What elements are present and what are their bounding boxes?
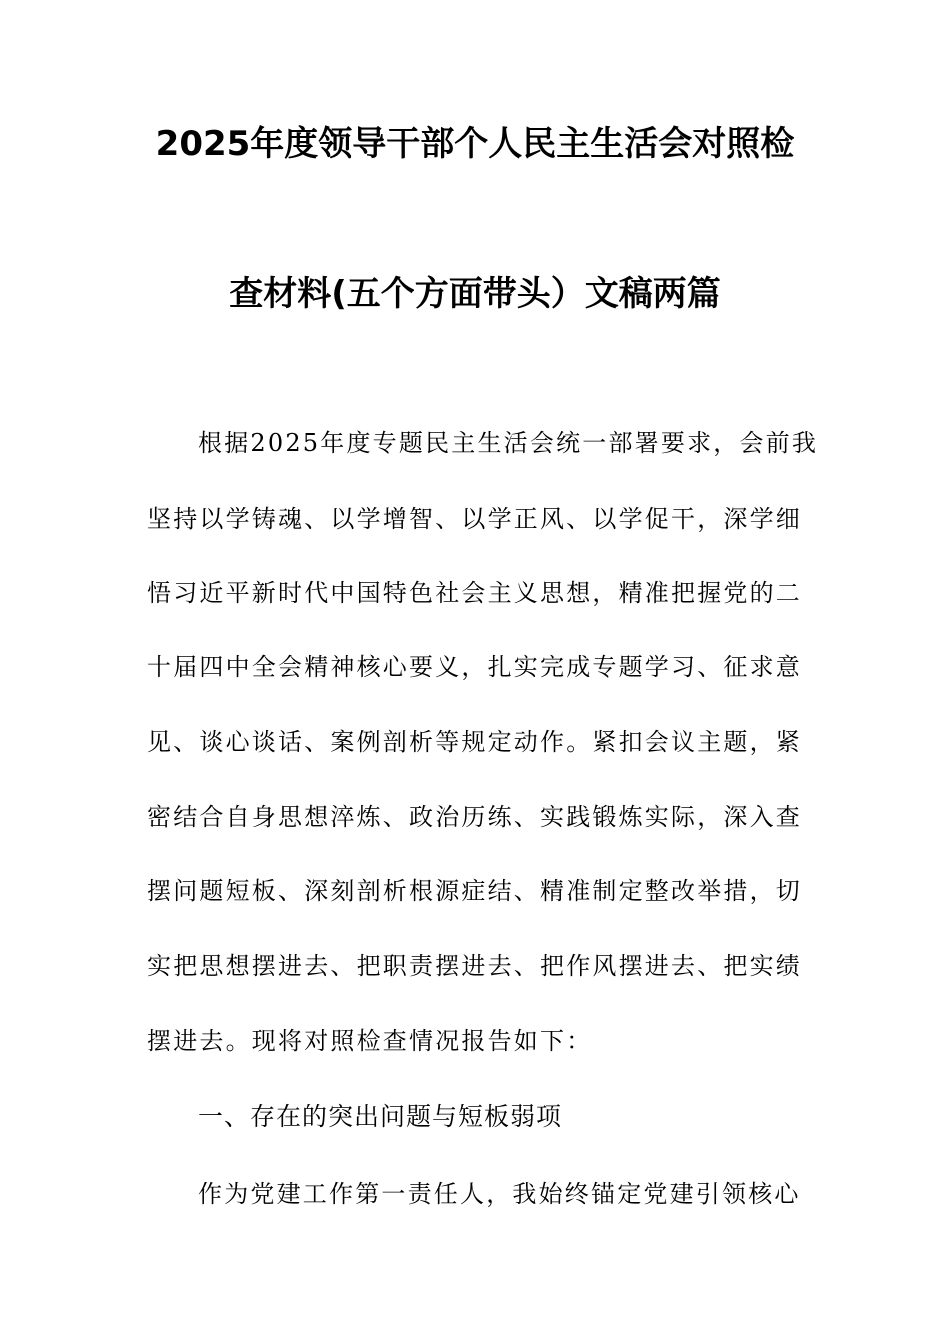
document-title-line-1: 2025年度领导干部个人民主生活会对照检	[155, 124, 795, 164]
paragraph-1-line-9: 摆进去。现将对照检查情况报告如下：	[147, 1027, 593, 1055]
section-1-heading: 一、存在的突出问题与短板弱项	[198, 1102, 563, 1131]
paragraph-1-line-4: 十届四中全会精神核心要义，扎实完成专题学习、征求意	[147, 653, 802, 681]
paragraph-2-line-1: 作为党建工作第一责任人，我始终锚定党建引领核心	[198, 1180, 801, 1208]
paragraph-1-line-2: 坚持以学铸魂、以学增智、以学正风、以学促干，深学细	[147, 505, 802, 533]
paragraph-1-line-7: 摆问题短板、深刻剖析根源症结、精准制定整改举措，切	[147, 877, 802, 905]
paragraph-1-line-5: 见、谈心谈话、案例剖析等规定动作。紧扣会议主题，紧	[147, 728, 802, 756]
paragraph-1-line-8: 实把思想摆进去、把职责摆进去、把作风摆进去、把实绩	[147, 952, 802, 980]
paragraph-1-line-1: 根据2025年度专题民主生活会统一部署要求，会前我	[198, 429, 819, 457]
document-title-line-2: 查材料(五个方面带头）文稿两篇	[229, 274, 721, 314]
paragraph-1-line-3: 悟习近平新时代中国特色社会主义思想，精准把握党的二	[147, 579, 802, 607]
paragraph-1-line-6: 密结合自身思想淬炼、政治历练、实践锻炼实际，深入查	[147, 803, 802, 831]
